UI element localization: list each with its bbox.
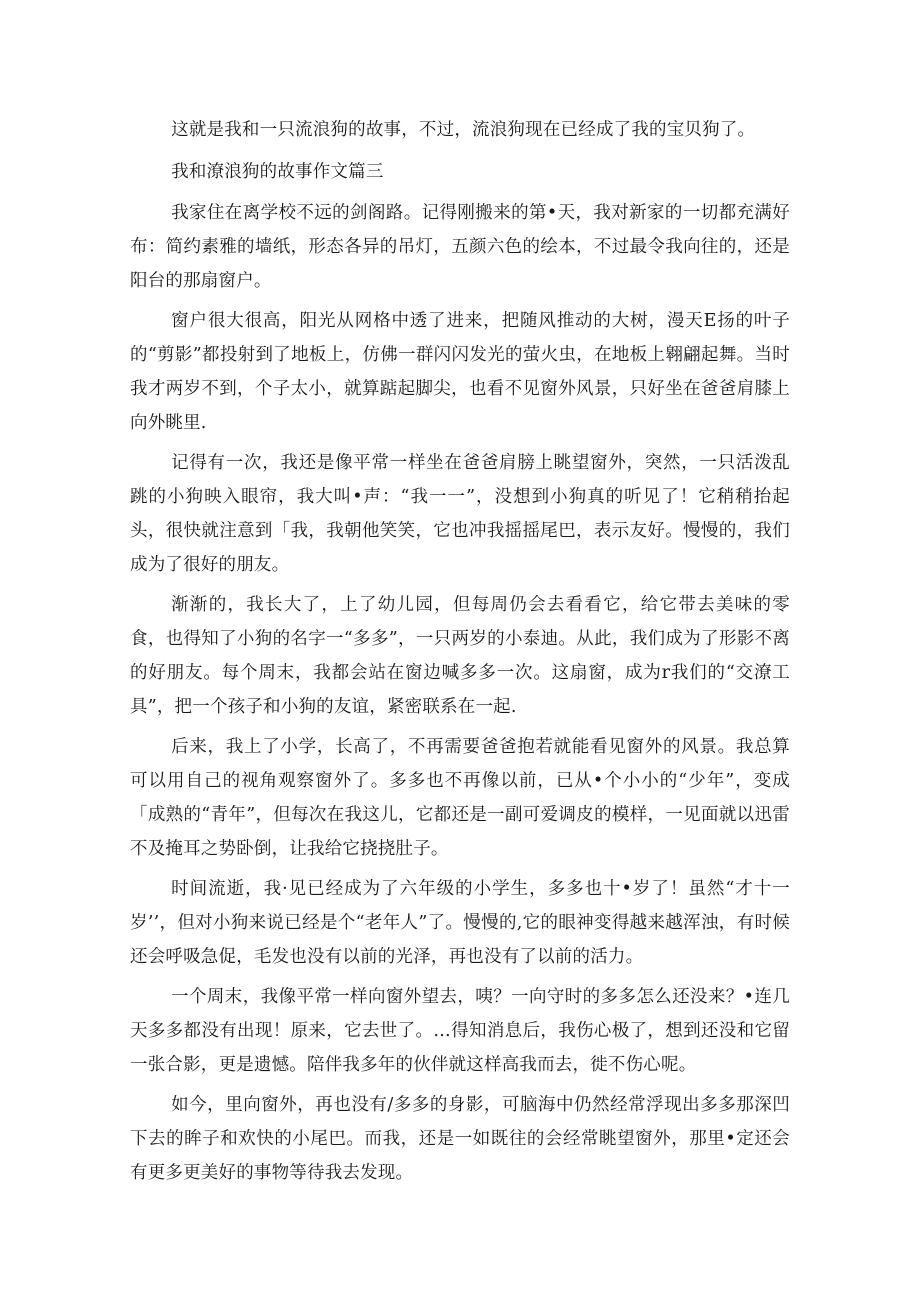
paragraph-6: 时间流逝，我·见已经成为了六年级的小学生，多多也十•岁了！虽然“才十一岁’’，但对小狗来说已经是个“老年人”了。慢慢的,它的眼神变得越来越浑浊，有时候还会呼吸急促，毛发也没有以前的光泽，再也没有了以前的活力。 xyxy=(130,879,790,967)
paragraph-1: 我家住在离学校不远的剑阁路。记得刚搬来的第•天，我对新家的一切都充满好布：简约素雅的墙纸，形态各异的吊灯，五颜六色的绘本，不过最令我向往的，还是阳台的那扇窗户。 xyxy=(130,203,790,291)
paragraph-2: 窗户很大很高，阳光从网格中透了进来，把随风推动的大树，漫天E扬的叶子的“剪影”都投射到了地板上，仿佛一群闪闪发光的萤火虫，在地板上翱翩起舞。当时我才两岁不到，个子太小，就算踮起脚尖，也看不见窗外风景，只好坐在爸爸肩膝上向外眺里. xyxy=(130,311,790,433)
essay-title: 我和潦浪狗的故事作文篇三 xyxy=(171,162,384,182)
paragraph-4: 渐渐的，我长大了，上了幼儿园，但每周仍会去看看它，给它带去美味的零食，也得知了小狗的名字一“多多”，一只两岁的小泰迪。从此，我们成为了形影不离的好朋友。每个周末，我都会站在窗边喊多多一次。这扇窗，成为r我们的“交潦工具”，把一个孩子和小狗的友谊，紧密联系在一起. xyxy=(130,595,790,717)
paragraph-7: 一个周末，我像平常一样向窗外望去，咦？一向守时的多多怎么还没来？•连几天多多都没有出现！原来，它去世了。…得知消息后，我伤心极了，想到还没和它留一张合影，更是遗憾。陪伴我多年的伙伴就这样高我而去，徙不伤心呢。 xyxy=(130,987,790,1075)
paragraph-3: 记得有一次，我还是像平常一样坐在爸爸肩膀上眺望窗外，突然，一只活泼乱跳的小狗映入眼帘，我大叫•声：“我一一”，没想到小狗真的听见了！它稍稍抬起头，很快就注意到「我，我朝他笑笑，它也冲我摇摇尾巴，表示友好。慢慢的，我们成为了很好的朋友。 xyxy=(130,453,790,575)
paragraph-5: 后来，我上了小学，长高了，不再需要爸爸抱若就能看见窗外的风景。我总算可以用自己的视角观察窗外了。多多也不再像以前，已从•个小小的“少年”，变成「成熟的“青年”，但每次在我这儿，它都还是一副可爱调皮的模样，一见面就以迅雷不及掩耳之势卧倒，让我给它挠挠肚子。 xyxy=(130,737,790,859)
intro-paragraph: 这就是我和一只流浪狗的故事，不过，流浪狗现在已经成了我的宝贝狗了。 xyxy=(171,120,756,140)
essay-body xyxy=(130,112,790,1190)
paragraph-8: 如今，里向窗外，再也没有/多多的身影，可脑海中仍然经常浮现出多多那深凹下去的眸子和欢快的小尾巴。而我，还是一如既往的会经常眺望窗外，那里•定还会有更多更美好的事物等待我去发现。 xyxy=(130,1095,790,1183)
